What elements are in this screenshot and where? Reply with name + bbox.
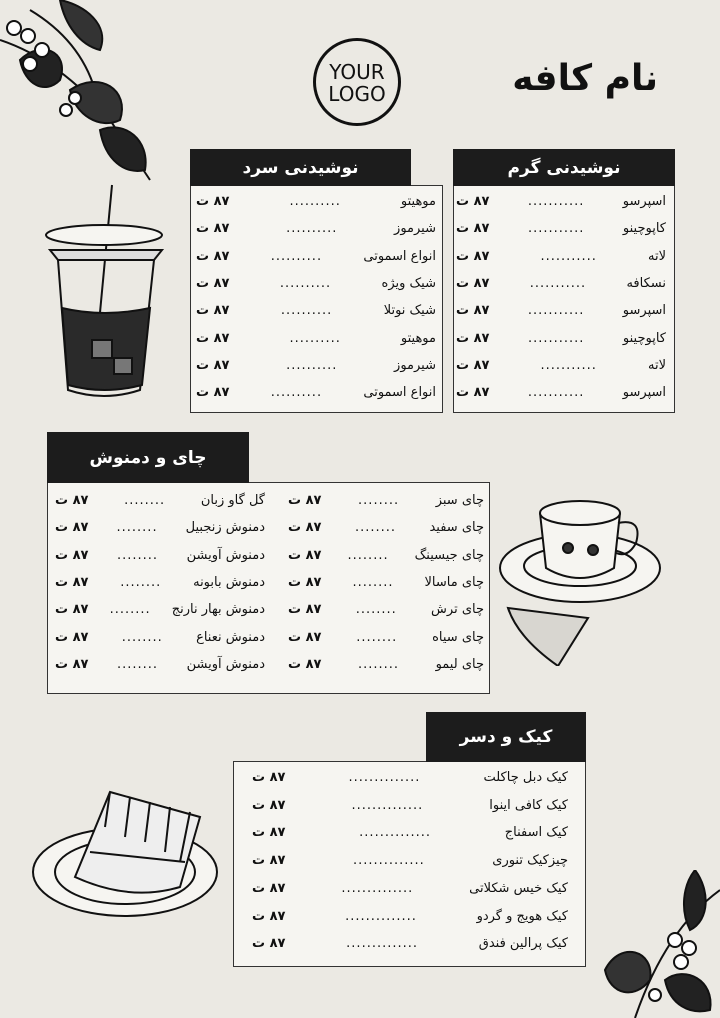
menu-item-price: ۸۷ ت bbox=[252, 936, 286, 952]
menu-item-name: شیک ویژه bbox=[381, 275, 436, 291]
menu-item-price: ۸۷ ت bbox=[288, 574, 322, 590]
menu-item-dots: ........ bbox=[116, 520, 158, 536]
menu-item-name: شیرموز bbox=[394, 221, 436, 237]
menu-item-dots: .......... bbox=[270, 385, 323, 401]
menu-item-dots: ........ bbox=[352, 574, 394, 590]
menu-item-name: چای لیمو bbox=[435, 656, 484, 672]
menu-item-name: چیزکیک تنوری bbox=[492, 853, 568, 869]
menu-item-row bbox=[196, 297, 436, 324]
menu-item-name: دمنوش بهار نارنج bbox=[171, 602, 265, 618]
menu-item-row bbox=[196, 352, 436, 379]
menu-item-price: ۸۷ ت bbox=[456, 330, 490, 346]
menu-item-price: ۸۷ ت bbox=[196, 275, 230, 291]
menu-item-dots: ........... bbox=[527, 194, 585, 209]
menu-item-price: ۸۷ ت bbox=[288, 520, 322, 536]
menu-item-name: موهیتو bbox=[400, 194, 436, 209]
menu-item-price: ۸۷ ت bbox=[55, 493, 89, 508]
menu-item-row bbox=[252, 764, 568, 791]
menu-item-dots: .............. bbox=[348, 770, 421, 785]
pie-slice-icon bbox=[30, 782, 218, 920]
menu-item-price: ۸۷ ت bbox=[252, 825, 286, 841]
menu-item-name: کیک خیس شکلاتی bbox=[469, 880, 568, 896]
menu-item-price: ۸۷ ت bbox=[456, 248, 490, 264]
menu-item-name: چای جیسینگ bbox=[414, 547, 484, 563]
menu-item-dots: ........... bbox=[527, 303, 585, 319]
menu-item-dots: ........ bbox=[124, 493, 166, 508]
menu-item-dots: .............. bbox=[345, 908, 417, 924]
menu-item-dots: .......... bbox=[289, 330, 341, 346]
menu-item-price: ۸۷ ت bbox=[55, 629, 89, 645]
menu-item-row bbox=[252, 792, 568, 819]
iced-drink-icon bbox=[42, 180, 170, 405]
logo-line-1: YOUR bbox=[329, 60, 385, 84]
menu-item-row bbox=[456, 297, 666, 324]
menu-item-price: ۸۷ ت bbox=[252, 880, 286, 896]
menu-item-dots: ........ bbox=[120, 574, 162, 590]
coffee-branch-top-icon bbox=[0, 0, 170, 190]
menu-item-name: اسپرسو bbox=[622, 385, 666, 401]
menu-item-dots: ........ bbox=[117, 656, 159, 672]
menu-item-dots: .............. bbox=[359, 825, 432, 841]
menu-item-row bbox=[55, 596, 265, 623]
menu-item-row bbox=[196, 243, 436, 270]
menu-item-name: شیرموز bbox=[394, 357, 436, 373]
menu-item-row bbox=[252, 930, 568, 957]
menu-item-name: دمنوش نعناع bbox=[196, 629, 265, 645]
menu-item-price: ۸۷ ت bbox=[252, 770, 286, 785]
menu-item-price: ۸۷ ت bbox=[252, 797, 286, 813]
menu-item-price: ۸۷ ت bbox=[252, 908, 286, 924]
menu-item-dots: ........ bbox=[109, 602, 151, 618]
menu-item-dots: ........... bbox=[527, 385, 585, 401]
menu-item-dots: ........ bbox=[355, 602, 397, 618]
menu-item-dots: ........ bbox=[121, 629, 163, 645]
menu-item-row bbox=[196, 270, 436, 297]
menu-item-price: ۸۷ ت bbox=[288, 629, 322, 645]
menu-item-name: کیک کافی اینوا bbox=[489, 797, 568, 813]
menu-item-dots: ........ bbox=[358, 493, 400, 508]
menu-item-dots: ........... bbox=[540, 248, 597, 264]
menu-item-price: ۸۷ ت bbox=[196, 330, 230, 346]
menu-item-row bbox=[252, 903, 568, 930]
menu-item-dots: .......... bbox=[289, 194, 341, 209]
menu-item-name: کیک هویج و گردو bbox=[476, 908, 568, 924]
menu-item-price: ۸۷ ت bbox=[55, 574, 89, 590]
menu-item-row bbox=[196, 379, 436, 406]
menu-item-row bbox=[456, 243, 666, 270]
menu-item-name: کیک دبل چاکلت bbox=[483, 770, 568, 785]
menu-item-name: کاپوچینو bbox=[622, 330, 666, 346]
menu-item-price: ۸۷ ت bbox=[456, 303, 490, 319]
menu-item-dots: ........ bbox=[357, 656, 400, 672]
menu-item-price: ۸۷ ت bbox=[196, 357, 230, 373]
menu-item-row bbox=[55, 487, 265, 514]
menu-item-row bbox=[288, 514, 484, 541]
menu-item-name: چای سفید bbox=[429, 520, 484, 536]
menu-item-price: ۸۷ ت bbox=[288, 547, 322, 563]
menu-item-name: گل گاو زبان bbox=[200, 493, 265, 508]
cake-header: کیک و دسر bbox=[426, 712, 586, 762]
cafe-name: نام کافه bbox=[512, 58, 658, 99]
menu-item-row bbox=[252, 819, 568, 846]
menu-item-name: دمنوش زنجبیل bbox=[185, 520, 265, 536]
menu-item-price: ۸۷ ت bbox=[196, 385, 230, 401]
menu-item-row bbox=[252, 847, 568, 874]
menu-item-name: چای ماسالا bbox=[424, 574, 484, 590]
menu-item-name: نسکافه bbox=[626, 275, 666, 291]
menu-item-dots: ........ bbox=[354, 520, 396, 536]
menu-item-dots: ........... bbox=[527, 330, 585, 346]
logo-line-2: LOGO bbox=[328, 82, 386, 106]
menu-item-name: اسپرسو bbox=[622, 303, 666, 319]
menu-item-row bbox=[55, 651, 265, 678]
menu-item-price: ۸۷ ت bbox=[196, 194, 230, 209]
menu-item-dots: ........... bbox=[529, 275, 587, 291]
menu-item-name: لاته bbox=[647, 357, 666, 373]
menu-item-row bbox=[196, 215, 436, 242]
menu-item-dots: ........... bbox=[540, 357, 597, 373]
cold-drinks-header: نوشیدنی سرد bbox=[190, 149, 411, 186]
logo bbox=[313, 38, 401, 126]
menu-item-price: ۸۷ ت bbox=[288, 656, 322, 672]
menu-item-name: کیک پرالین فندق bbox=[478, 936, 568, 952]
menu-item-name: چای سیاه bbox=[432, 629, 484, 645]
menu-item-price: ۸۷ ت bbox=[196, 221, 230, 237]
menu-item-row bbox=[288, 596, 484, 623]
menu-item-name: دمنوش آویشن bbox=[186, 547, 265, 563]
menu-item-name: لاته bbox=[647, 248, 666, 264]
menu-item-dots: .......... bbox=[286, 221, 338, 237]
menu-item-row bbox=[55, 569, 265, 596]
menu-item-name: دمنوش آویشن bbox=[186, 656, 265, 672]
coffee-branch-bottom-icon bbox=[585, 870, 720, 1018]
menu-item-price: ۸۷ ت bbox=[456, 357, 490, 373]
menu-item-dots: .............. bbox=[352, 853, 425, 869]
teacup-icon bbox=[498, 488, 666, 666]
menu-item-row bbox=[55, 624, 265, 651]
menu-item-price: ۸۷ ت bbox=[55, 520, 89, 536]
menu-item-dots: ........ bbox=[356, 629, 398, 645]
menu-item-row bbox=[456, 352, 666, 379]
menu-item-name: شیک نوتلا bbox=[383, 303, 436, 319]
menu-item-dots: .......... bbox=[270, 248, 323, 264]
menu-item-price: ۸۷ ت bbox=[196, 248, 230, 264]
menu-item-row bbox=[456, 379, 666, 406]
menu-item-price: ۸۷ ت bbox=[252, 853, 286, 869]
menu-item-name: موهیتو bbox=[400, 330, 436, 346]
menu-item-row bbox=[55, 542, 265, 569]
menu-item-name: اسپرسو bbox=[622, 194, 666, 209]
hot-drinks-header: نوشیدنی گرم bbox=[453, 149, 675, 186]
menu-item-dots: .......... bbox=[286, 357, 338, 373]
menu-item-row bbox=[288, 569, 484, 596]
menu-item-name: دمنوش بابونه bbox=[193, 574, 265, 590]
menu-item-name: کیک اسفناج bbox=[504, 825, 568, 841]
menu-item-name: انواع اسموتی bbox=[363, 385, 436, 401]
menu-item-price: ۸۷ ت bbox=[456, 385, 490, 401]
menu-item-dots: .............. bbox=[346, 936, 419, 952]
menu-item-dots: ........ bbox=[347, 547, 389, 563]
menu-item-price: ۸۷ ت bbox=[288, 602, 322, 618]
menu-item-row bbox=[196, 188, 436, 215]
menu-item-price: ۸۷ ت bbox=[55, 656, 89, 672]
menu-item-row bbox=[288, 542, 484, 569]
menu-item-price: ۸۷ ت bbox=[456, 194, 490, 209]
menu-item-row bbox=[456, 215, 666, 242]
menu-item-row bbox=[288, 487, 484, 514]
menu-item-row bbox=[252, 875, 568, 902]
menu-item-price: ۸۷ ت bbox=[55, 602, 89, 618]
menu-item-dots: .............. bbox=[341, 880, 414, 896]
menu-item-row bbox=[456, 188, 666, 215]
menu-item-name: چای سبز bbox=[435, 493, 484, 508]
menu-item-dots: ........ bbox=[117, 547, 159, 563]
menu-item-price: ۸۷ ت bbox=[456, 275, 490, 291]
menu-item-dots: .......... bbox=[279, 275, 332, 291]
tea-header: چای و دمنوش bbox=[47, 432, 249, 483]
menu-item-price: ۸۷ ت bbox=[55, 547, 89, 563]
menu-item-row bbox=[288, 624, 484, 651]
menu-item-name: چای ترش bbox=[431, 602, 484, 618]
menu-item-dots: .......... bbox=[280, 303, 333, 319]
menu-item-dots: .............. bbox=[351, 797, 424, 813]
menu-item-price: ۸۷ ت bbox=[456, 221, 490, 237]
menu-item-row bbox=[288, 651, 484, 678]
menu-item-dots: ........... bbox=[527, 221, 585, 237]
menu-item-price: ۸۷ ت bbox=[288, 493, 322, 508]
menu-item-name: انواع اسموتی bbox=[363, 248, 436, 264]
menu-item-name: کاپوچینو bbox=[622, 221, 666, 237]
menu-item-row bbox=[196, 325, 436, 352]
menu-item-row bbox=[456, 270, 666, 297]
menu-item-price: ۸۷ ت bbox=[196, 303, 230, 319]
menu-item-row bbox=[55, 514, 265, 541]
menu-item-row bbox=[456, 325, 666, 352]
